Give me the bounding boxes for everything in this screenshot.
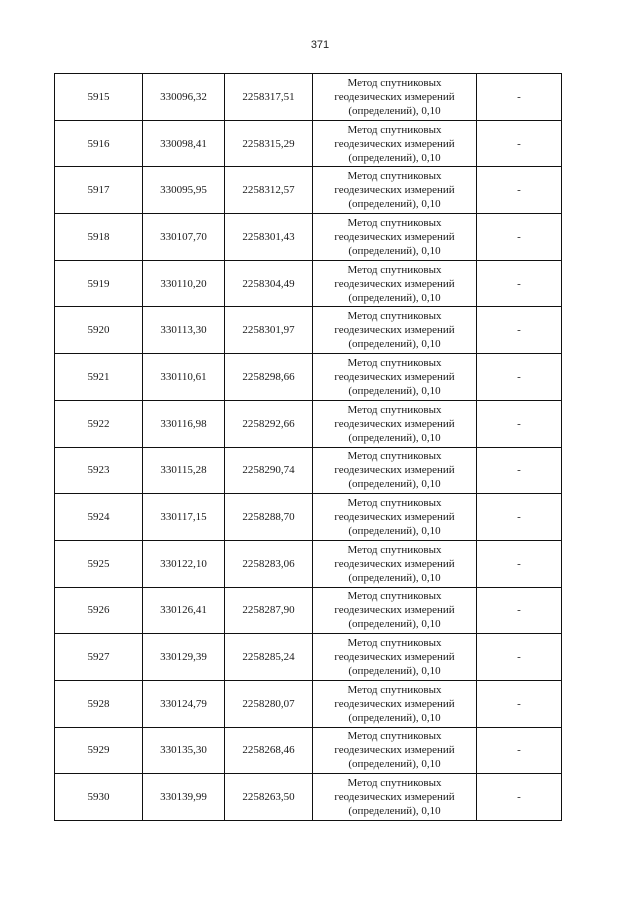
point-number-cell: 5926: [55, 587, 143, 634]
table-row: [55, 727, 562, 774]
note-cell: -: [477, 400, 562, 447]
method-line: Метод спутниковых: [347, 310, 442, 323]
method-line: (определений), 0,10: [348, 478, 441, 491]
y-coordinate-cell: 2258317,51: [225, 74, 313, 121]
note-cell: -: [477, 727, 562, 774]
method-line: геодезических измерений: [334, 184, 455, 197]
note-cell: -: [477, 354, 562, 401]
point-number-cell: 5928: [55, 680, 143, 727]
note-cell: -: [477, 120, 562, 167]
method-line: (определений), 0,10: [348, 805, 441, 818]
x-coordinate-cell: 330110,61: [143, 354, 225, 401]
point-number-cell: 5927: [55, 634, 143, 681]
method-line: (определений), 0,10: [348, 291, 441, 304]
method-cell: [313, 74, 477, 121]
table-row: [55, 680, 562, 727]
table-row: [55, 120, 562, 167]
coordinates-table: [54, 73, 562, 821]
table-row: [55, 167, 562, 214]
y-coordinate-cell: 2258304,49: [225, 260, 313, 307]
note-cell: -: [477, 260, 562, 307]
method-line: геодезических измерений: [334, 511, 455, 524]
y-coordinate-cell: 2258292,66: [225, 400, 313, 447]
method-line: Метод спутниковых: [347, 123, 442, 136]
method-line: геодезических измерений: [334, 697, 455, 710]
note-cell: -: [477, 774, 562, 821]
point-number-cell: 5916: [55, 120, 143, 167]
method-line: геодезических измерений: [334, 464, 455, 477]
method-cell: [313, 214, 477, 261]
method-line: (определений), 0,10: [348, 711, 441, 724]
method-line: геодезических измерений: [334, 791, 455, 804]
table-row: [55, 634, 562, 681]
x-coordinate-cell: 330096,32: [143, 74, 225, 121]
x-coordinate-cell: 330095,95: [143, 167, 225, 214]
note-cell: -: [477, 167, 562, 214]
note-cell: -: [477, 494, 562, 541]
method-cell: [313, 167, 477, 214]
method-line: Метод спутниковых: [347, 263, 442, 276]
method-cell: [313, 680, 477, 727]
y-coordinate-cell: 2258301,43: [225, 214, 313, 261]
method-line: Метод спутниковых: [347, 730, 442, 743]
y-coordinate-cell: 2258283,06: [225, 540, 313, 587]
method-line: геодезических измерений: [334, 604, 455, 617]
method-line: (определений), 0,10: [348, 525, 441, 538]
note-cell: -: [477, 447, 562, 494]
x-coordinate-cell: 330115,28: [143, 447, 225, 494]
y-coordinate-cell: 2258288,70: [225, 494, 313, 541]
method-line: Метод спутниковых: [347, 76, 442, 89]
y-coordinate-cell: 2258315,29: [225, 120, 313, 167]
method-line: (определений), 0,10: [348, 104, 441, 117]
table-row: [55, 774, 562, 821]
method-line: Метод спутниковых: [347, 216, 442, 229]
x-coordinate-cell: 330107,70: [143, 214, 225, 261]
method-line: (определений), 0,10: [348, 338, 441, 351]
method-cell: [313, 354, 477, 401]
note-cell: -: [477, 634, 562, 681]
note-cell: -: [477, 540, 562, 587]
method-line: геодезических измерений: [334, 137, 455, 150]
method-cell: [313, 260, 477, 307]
x-coordinate-cell: 330116,98: [143, 400, 225, 447]
table-row: [55, 260, 562, 307]
point-number-cell: 5922: [55, 400, 143, 447]
method-cell: [313, 400, 477, 447]
method-cell: [313, 540, 477, 587]
page-number: 371: [310, 39, 330, 51]
method-line: Метод спутниковых: [347, 683, 442, 696]
method-cell: [313, 727, 477, 774]
method-cell: [313, 494, 477, 541]
x-coordinate-cell: 330126,41: [143, 587, 225, 634]
table-row: [55, 494, 562, 541]
point-number-cell: 5918: [55, 214, 143, 261]
y-coordinate-cell: 2258301,97: [225, 307, 313, 354]
table-row: [55, 540, 562, 587]
method-line: Метод спутниковых: [347, 450, 442, 463]
note-cell: -: [477, 680, 562, 727]
point-number-cell: 5919: [55, 260, 143, 307]
method-line: (определений), 0,10: [348, 665, 441, 678]
method-line: геодезических измерений: [334, 744, 455, 757]
table-row: [55, 214, 562, 261]
method-cell: [313, 120, 477, 167]
table-row: [55, 400, 562, 447]
method-line: (определений), 0,10: [348, 198, 441, 211]
method-line: (определений), 0,10: [348, 571, 441, 584]
method-line: геодезических измерений: [334, 90, 455, 103]
y-coordinate-cell: 2258263,50: [225, 774, 313, 821]
method-cell: [313, 774, 477, 821]
point-number-cell: 5930: [55, 774, 143, 821]
method-line: (определений), 0,10: [348, 244, 441, 257]
method-line: (определений), 0,10: [348, 431, 441, 444]
note-cell: -: [477, 307, 562, 354]
method-line: Метод спутниковых: [347, 777, 442, 790]
method-line: Метод спутниковых: [347, 637, 442, 650]
note-cell: -: [477, 74, 562, 121]
method-line: (определений), 0,10: [348, 758, 441, 771]
method-line: (определений), 0,10: [348, 618, 441, 631]
x-coordinate-cell: 330113,30: [143, 307, 225, 354]
table-row: [55, 74, 562, 121]
note-cell: -: [477, 214, 562, 261]
table-row: [55, 587, 562, 634]
method-line: геодезических измерений: [334, 651, 455, 664]
x-coordinate-cell: 330098,41: [143, 120, 225, 167]
x-coordinate-cell: 330110,20: [143, 260, 225, 307]
point-number-cell: 5929: [55, 727, 143, 774]
method-line: геодезических измерений: [334, 324, 455, 337]
method-line: геодезических измерений: [334, 417, 455, 430]
x-coordinate-cell: 330117,15: [143, 494, 225, 541]
y-coordinate-cell: 2258285,24: [225, 634, 313, 681]
table-row: [55, 307, 562, 354]
method-line: геодезических измерений: [334, 230, 455, 243]
note-cell: -: [477, 587, 562, 634]
table-row: [55, 354, 562, 401]
y-coordinate-cell: 2258312,57: [225, 167, 313, 214]
table-body: [55, 74, 562, 821]
point-number-cell: 5920: [55, 307, 143, 354]
point-number-cell: 5917: [55, 167, 143, 214]
table-row: [55, 447, 562, 494]
method-cell: [313, 634, 477, 681]
method-cell: [313, 587, 477, 634]
method-line: (определений), 0,10: [348, 384, 441, 397]
point-number-cell: 5925: [55, 540, 143, 587]
method-line: геодезических измерений: [334, 277, 455, 290]
y-coordinate-cell: 2258290,74: [225, 447, 313, 494]
method-line: Метод спутниковых: [347, 170, 442, 183]
x-coordinate-cell: 330129,39: [143, 634, 225, 681]
x-coordinate-cell: 330122,10: [143, 540, 225, 587]
x-coordinate-cell: 330135,30: [143, 727, 225, 774]
point-number-cell: 5915: [55, 74, 143, 121]
point-number-cell: 5923: [55, 447, 143, 494]
method-line: Метод спутниковых: [347, 543, 442, 556]
y-coordinate-cell: 2258268,46: [225, 727, 313, 774]
method-line: Метод спутниковых: [347, 356, 442, 369]
method-cell: [313, 307, 477, 354]
point-number-cell: 5921: [55, 354, 143, 401]
method-line: Метод спутниковых: [347, 403, 442, 416]
y-coordinate-cell: 2258298,66: [225, 354, 313, 401]
method-line: Метод спутниковых: [347, 497, 442, 510]
y-coordinate-cell: 2258287,90: [225, 587, 313, 634]
method-line: геодезических измерений: [334, 557, 455, 570]
x-coordinate-cell: 330124,79: [143, 680, 225, 727]
method-line: Метод спутниковых: [347, 590, 442, 603]
method-line: (определений), 0,10: [348, 151, 441, 164]
point-number-cell: 5924: [55, 494, 143, 541]
x-coordinate-cell: 330139,99: [143, 774, 225, 821]
method-line: геодезических измерений: [334, 370, 455, 383]
method-cell: [313, 447, 477, 494]
y-coordinate-cell: 2258280,07: [225, 680, 313, 727]
